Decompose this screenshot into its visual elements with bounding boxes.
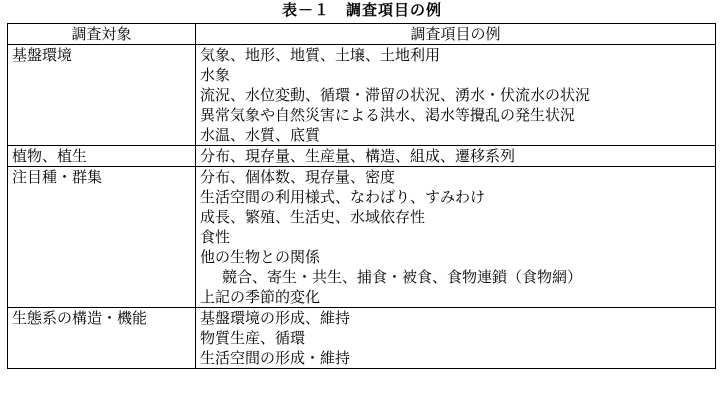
table-row [8, 308, 716, 369]
table-title: 表－１ 調査項目の例 [281, 1, 442, 19]
header-survey-items: 調査項目の例 [196, 24, 716, 45]
survey-item-line: 水温、水質、底質 [200, 126, 321, 144]
survey-target-cell: 植物、植生 [8, 146, 196, 167]
survey-item-line: 競合、寄生・共生、捕食・被食、食物連鎖（食物網） [222, 268, 583, 286]
survey-items-cell [196, 146, 716, 167]
survey-item-line: 分布、現存量、生産量、構造、組成、遷移系列 [200, 147, 516, 165]
table-row [8, 45, 716, 146]
survey-items-cell [196, 167, 716, 308]
survey-item-line: 他の生物との関係 [200, 248, 321, 266]
survey-target-cell: 基盤環境 [8, 45, 196, 146]
survey-items-cell [196, 308, 716, 369]
table-header-row [8, 24, 716, 45]
table-body [8, 45, 716, 369]
survey-item-line: 異常気象や自然災害による洪水、渇水等攪乱の発生状況 [200, 106, 576, 124]
survey-item-line: 基盤環境の形成、維持 [200, 309, 351, 327]
survey-item-line: 水象 [200, 66, 231, 84]
survey-item-line: 気象、地形、地質、土壌、土地利用 [200, 46, 441, 64]
table-row [8, 167, 716, 308]
survey-target-cell: 生態系の構造・機能 [8, 308, 196, 369]
survey-target-cell: 注目種・群集 [8, 167, 196, 308]
survey-items-table [7, 23, 716, 369]
survey-item-line: 分布、個体数、現存量、密度 [200, 168, 396, 186]
survey-item-line: 食性 [200, 228, 231, 246]
survey-item-line: 生活空間の形成・維持 [200, 349, 351, 367]
survey-item-line: 上記の季節的変化 [200, 288, 321, 306]
survey-item-line: 生活空間の利用様式、なわばり、すみわけ [200, 188, 486, 206]
survey-items-cell [196, 45, 716, 146]
survey-item-line: 流況、水位変動、循環・滞留の状況、湧水・伏流水の状況 [200, 86, 591, 104]
survey-item-line: 物質生産、循環 [200, 329, 306, 347]
survey-item-line: 成長、繁殖、生活史、水域依存性 [200, 208, 426, 226]
header-survey-target: 調査対象 [8, 24, 196, 45]
table-row [8, 146, 716, 167]
